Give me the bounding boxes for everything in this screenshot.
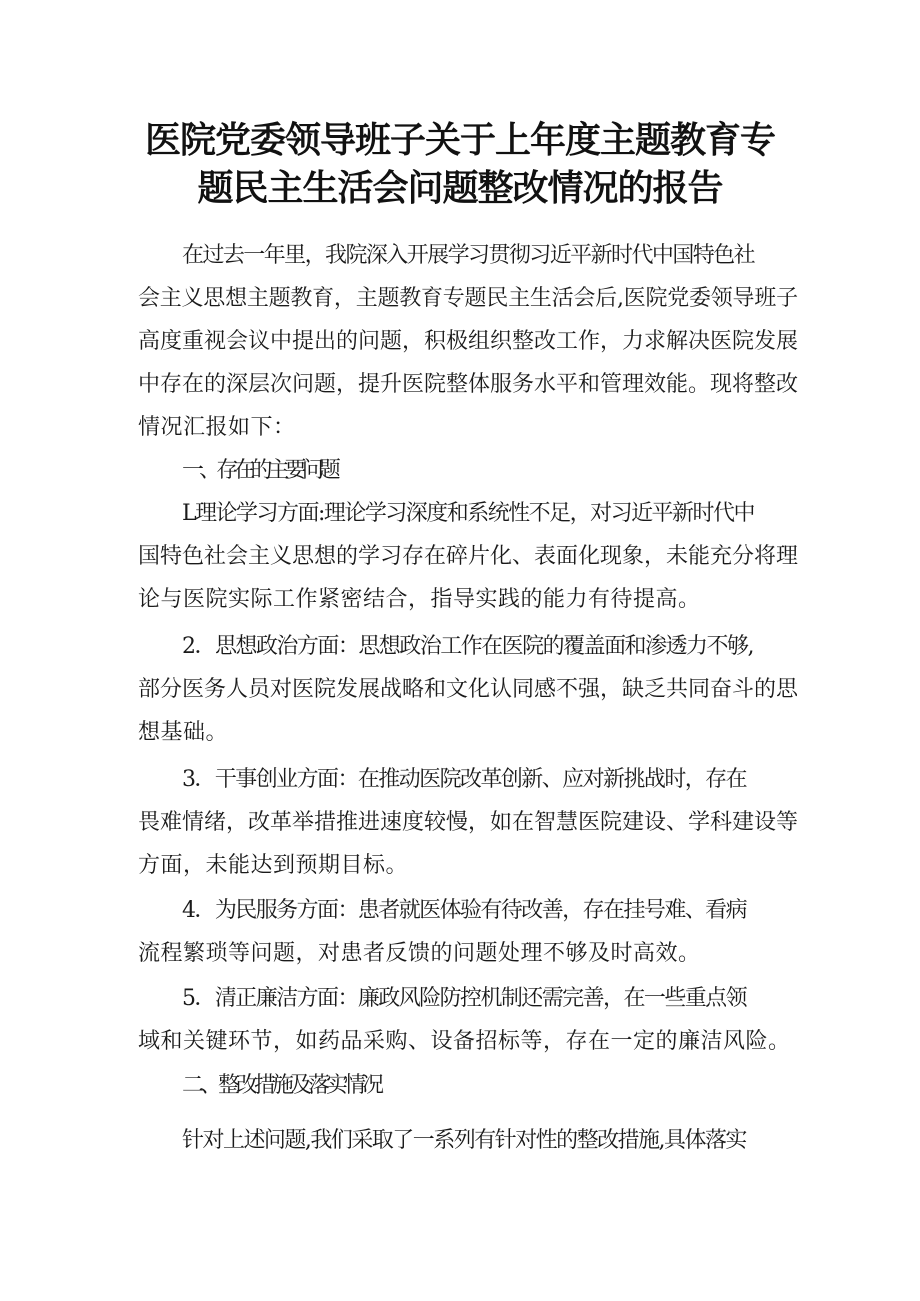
- intro-line: 会主义思想主题教育，主题教育专题民主生活会后,医院党委领导班子: [138, 286, 798, 311]
- intro-line: 在过去一年里，我院深入开展学习贯彻习近平新时代中国特色社: [182, 243, 755, 268]
- issue-line: 论与医院实际工作紧密结合，指导实践的能力有待提高。: [138, 587, 701, 612]
- issue-line: 想基础。: [138, 720, 229, 745]
- report-title-line-1: 医院党委领导班子关于上年度主题教育专: [144, 120, 775, 161]
- intro-line: 情况汇报如下：: [138, 415, 296, 440]
- issue-item-2: [138, 625, 798, 754]
- issue-line: 方面，未能达到预期目标。: [138, 853, 409, 878]
- section-1-heading: 一、存在的主要问题: [182, 458, 336, 483]
- section-2-intro: [138, 1119, 798, 1162]
- issue-line: 3．干事创业方面：在推动医院改革创新、应对新挑战时，存在: [182, 767, 747, 792]
- issue-item-1: [138, 492, 798, 621]
- issue-line: 国特色社会主义思想的学习存在碎片化、表面化现象，未能充分将理: [138, 544, 799, 569]
- issue-line: 部分医务人员对医院发展战略和文化认同感不强，缺乏共同奋斗的思: [138, 677, 799, 702]
- intro-line: 高度重视会议中提出的问题，积极组织整改工作，力求解决医院发展: [138, 329, 799, 354]
- issue-item-3: [138, 758, 798, 887]
- issue-line: 域和关键环节，如药品采购、设备招标等，存在一定的廉洁风险。: [138, 1029, 791, 1054]
- section-2-heading-block: [138, 1064, 798, 1107]
- section-1-heading-block: [138, 449, 798, 492]
- intro-line: 中存在的深层次问题，提升医院整体服务水平和管理效能。现将整改: [138, 372, 799, 397]
- issue-line: L理论学习方面:理论学习深度和系统性不足，对习近平新时代中: [182, 501, 754, 526]
- issue-line: 流程繁琐等问题，对患者反馈的问题处理不够及时高效。: [138, 941, 701, 966]
- issue-line: 5．清正廉洁方面：廉政风险防控机制还需完善，在一些重点领: [182, 986, 747, 1011]
- report-title-line-2: 题民主生活会问题整改情况的报告: [197, 168, 723, 209]
- issue-item-5: [138, 977, 798, 1063]
- issue-line: 2．思想政治方面：思想政治工作在医院的覆盖面和渗透力不够,: [182, 634, 753, 659]
- section-2-intro-line: 针对上述问题,我们采取了一系列有针对性的整改措施,具体落实: [182, 1128, 746, 1153]
- issue-line: 畏难情绪，改革举措推进速度较慢，如在智慧医院建设、学科建设等: [138, 810, 799, 835]
- issue-line: 4．为民服务方面：患者就医体验有待改善，存在挂号难、看病: [182, 898, 747, 923]
- issue-item-4: [138, 889, 798, 975]
- intro-paragraph: [138, 234, 798, 449]
- section-2-heading: 二、整改措施及落实情况: [182, 1073, 381, 1098]
